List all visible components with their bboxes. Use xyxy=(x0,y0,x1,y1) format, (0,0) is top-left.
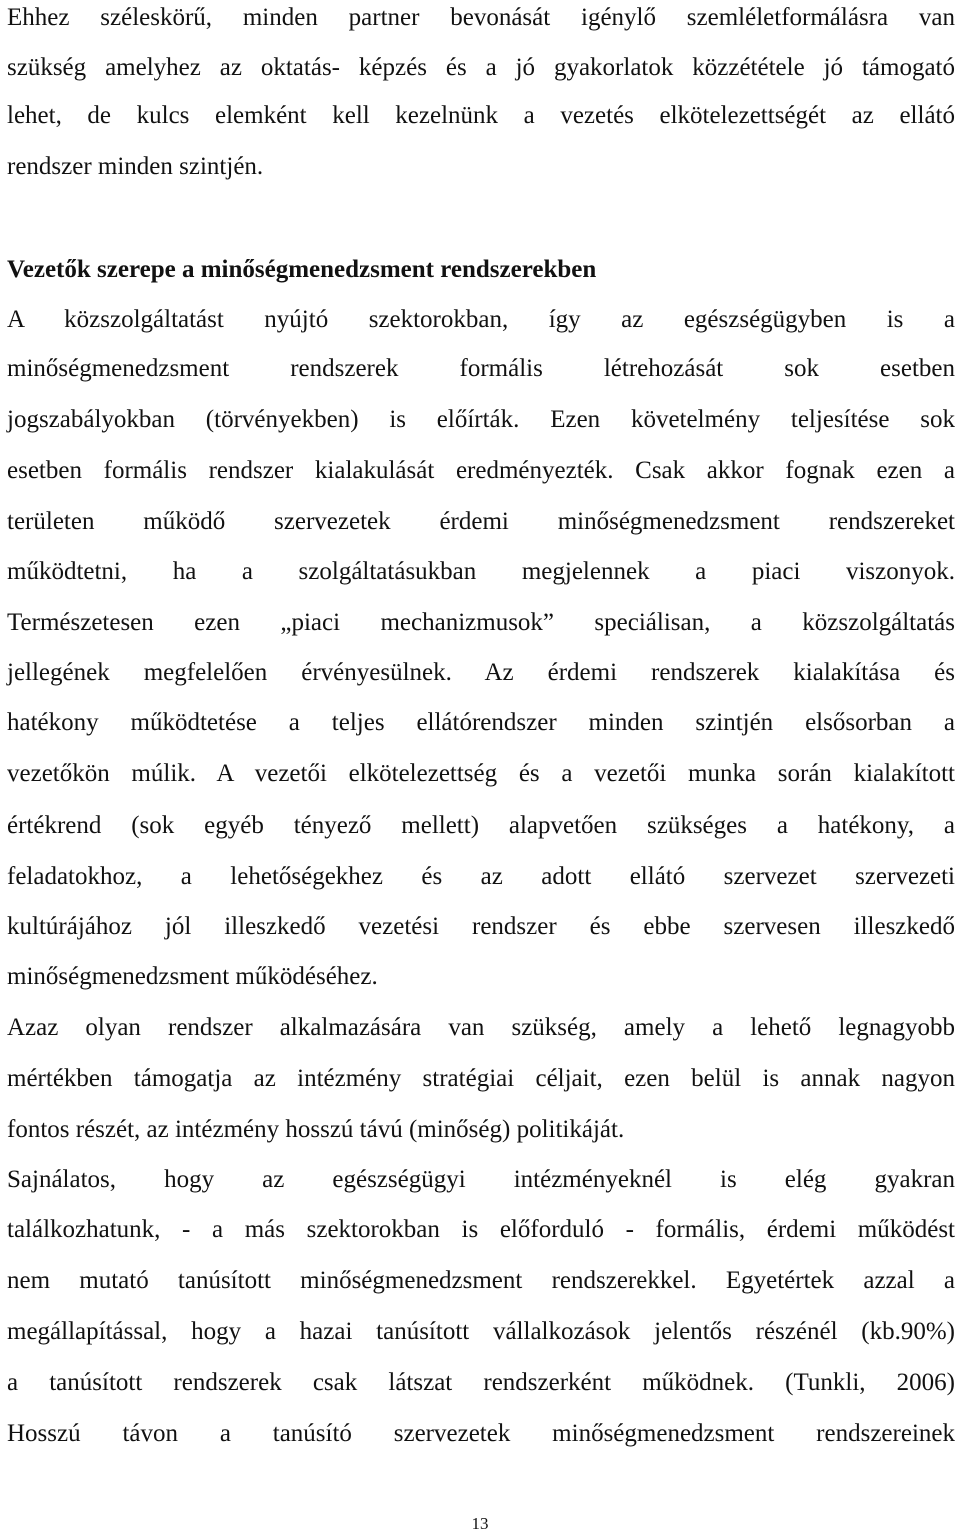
paragraph1-line-4: esetben formális rendszer kialakulását eredményezték. Csak akkor fognak ezen a xyxy=(7,457,955,484)
paragraph1-line-10: vezetőkön múlik. A vezetői elkötelezettség és a vezetői munka során kialakított xyxy=(7,760,955,787)
paragraph1-line-8: jellegének megfelelően érvényesülnek. Az érdemi rendszerek kialakítása és xyxy=(7,659,955,686)
page-number: 13 xyxy=(471,1514,489,1533)
paragraph1-line-12: feladatokhoz, a lehetőségekhez és az adott ellátó szervezet szervezeti xyxy=(7,863,955,890)
paragraph3-line-2: találkozhatunk, - a más szektorokban is előforduló - formális, érdemi működést xyxy=(7,1216,955,1243)
intro-line-4: rendszer minden szintjén. xyxy=(7,153,264,180)
paragraph1-line-6: működtetni, ha a szolgáltatásukban megjelennek a piaci viszonyok. xyxy=(7,558,955,585)
paragraph1-line-5: területen működő szervezetek érdemi minőségmenedzsment rendszereket xyxy=(7,508,955,535)
section-heading: Vezetők szerepe a minőségmenedzsment rendszerekben xyxy=(7,256,597,283)
paragraph1-line-2: minőségmenedzsment rendszerek formális létrehozását sok esetben xyxy=(7,355,955,382)
paragraph3-line-6: Hosszú távon a tanúsító szervezetek minőségmenedzsment rendszereinek xyxy=(7,1420,955,1447)
paragraph1-line-1: A közszolgáltatást nyújtó szektorokban, így az egészségügyben is a xyxy=(7,306,955,333)
paragraph1-line-7: Természetesen ezen „piaci mechanizmusok” speciálisan, a közszolgáltatás xyxy=(7,609,955,636)
paragraph1-line-14: minőségmenedzsment működéséhez. xyxy=(7,963,378,990)
paragraph3-line-5: a tanúsított rendszerek csak látszat rendszerként működnek. (Tunkli, 2006) xyxy=(7,1369,955,1396)
intro-line-3: lehet, de kulcs elemként kell kezelnünk a vezetés elkötelezettségét az ellátó xyxy=(7,102,955,129)
paragraph2-line-3: fontos részét, az intézmény hosszú távú (minőség) politikáját. xyxy=(7,1116,625,1143)
paragraph3-line-1: Sajnálatos, hogy az egészségügyi intézményeknél is elég gyakran xyxy=(7,1166,955,1193)
paragraph1-line-13: kultúrájához jól illeszkedő vezetési rendszer és ebbe szervesen illeszkedő xyxy=(7,913,955,940)
paragraph3-line-3: nem mutató tanúsított minőségmenedzsment rendszerekkel. Egyetértek azzal a xyxy=(7,1267,955,1294)
intro-line-2: szükség amelyhez az oktatás- képzés és a jó gyakorlatok közzététele jó támogató xyxy=(7,54,955,81)
paragraph3-line-4: megállapítással, hogy a hazai tanúsított vállalkozások jelentős részénél (kb.90%) xyxy=(7,1318,955,1345)
paragraph1-line-11: értékrend (sok egyéb tényező mellett) alapvetően szükséges a hatékony, a xyxy=(7,812,955,839)
paragraph1-line-9: hatékony működtetése a teljes ellátórendszer minden szintjén elsősorban a xyxy=(7,709,955,736)
paragraph1-line-3: jogszabályokban (törvényekben) is előírták. Ezen követelmény teljesítése sok xyxy=(7,406,955,433)
intro-line-1: Ehhez széleskörű, minden partner bevonását igénylő szemléletformálásra van xyxy=(7,4,955,31)
paragraph2-line-1: Azaz olyan rendszer alkalmazására van szükség, amely a lehető legnagyobb xyxy=(7,1014,955,1041)
paragraph2-line-2: mértékben támogatja az intézmény stratégiai céljait, ezen belül is annak nagyon xyxy=(7,1065,955,1092)
